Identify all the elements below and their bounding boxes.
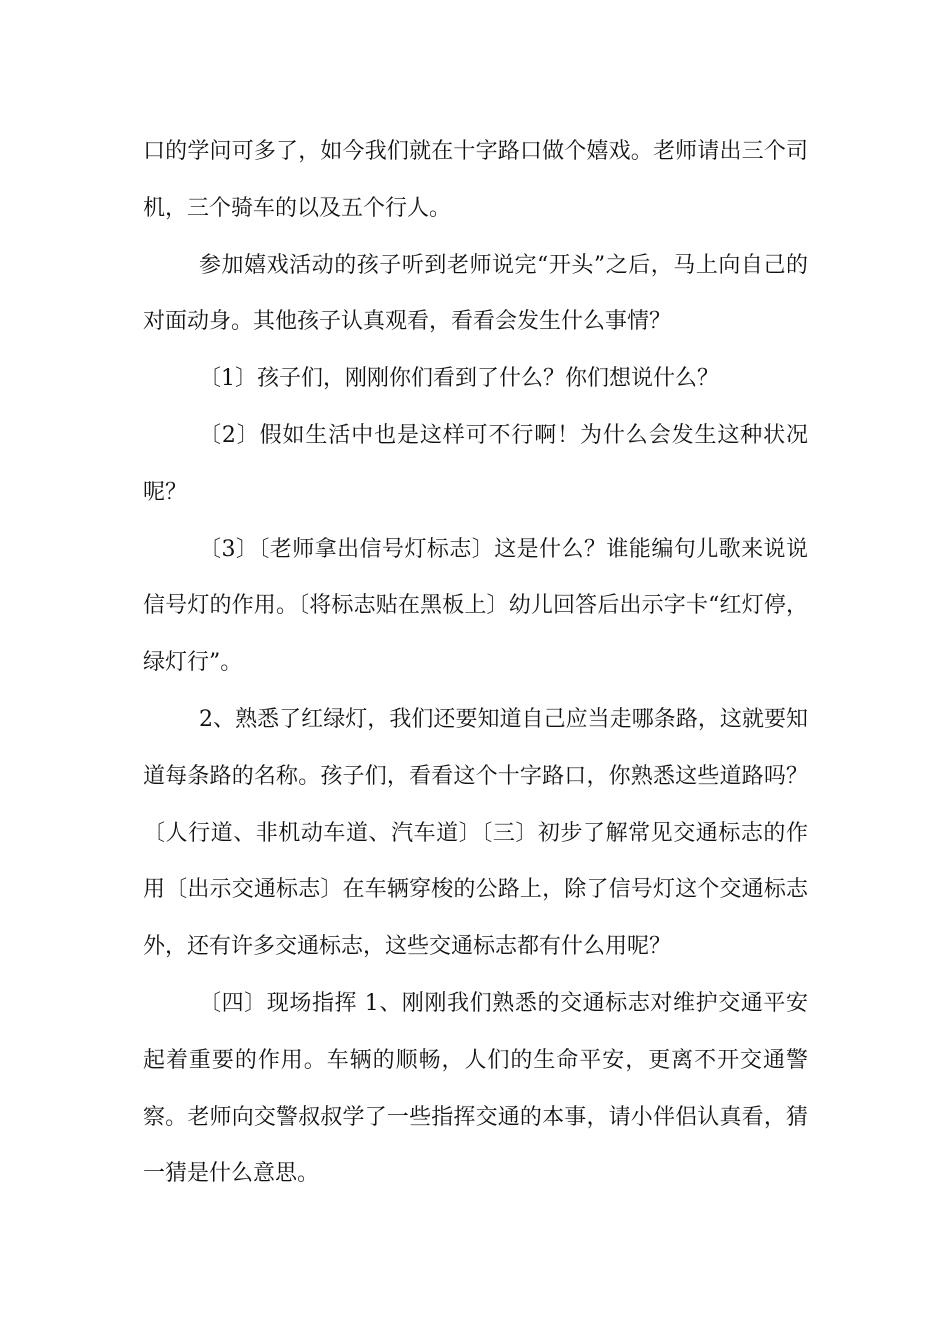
paragraph-on-site-command: 〔四〕现场指挥 1、刚刚我们熟悉的交通标志对维护交通平安起着重要的作用。车辆的顺畅，人们的生命平安，更离不开交通警察。老师向交警叔叔学了一些指挥交通的本事，请小伴侣认真看，猜一猜是什么意思。 (143, 990, 808, 1187)
paragraph-question-3: 〔3〕〔老师拿出信号灯标志〕这是什么？谁能编句儿歌来说说信号灯的作用。〔将标志贴在黑板上〕幼儿回答后出示字卡“红灯停，绿灯行”。 (143, 536, 808, 676)
paragraph-game-activity: 参加嬉戏活动的孩子听到老师说完“开头”之后，马上向自己的对面动身。其他孩子认真观看，看看会发生什么事情？ (143, 252, 808, 335)
paragraph-continuation: 口的学问可多了，如今我们就在十字路口做个嬉戏。老师请出三个司机，三个骑车的以及五个行人。 (143, 139, 808, 221)
document-body (143, 124, 808, 1203)
paragraph-road-names: 2、熟悉了红绿灯，我们还要知道自己应当走哪条路，这就要知道每条路的名称。孩子们，看看这个十字路口，你熟悉这些道路吗？〔人行道、非机动车道、汽车道〕〔三〕初步了解常见交通标志的作用〔出示交通标志〕在车辆穿梭的公路上，除了信号灯这个交通标志外，还有许多交通标志，这些交通标志都有什么用呢？ (143, 706, 808, 960)
paragraph-question-1: 〔1〕孩子们，刚刚你们看到了什么？你们想说什么？ (199, 366, 719, 392)
paragraph-question-2: 〔2〕假如生活中也是这样可不行啊！为什么会发生这种状况呢？ (143, 422, 808, 505)
